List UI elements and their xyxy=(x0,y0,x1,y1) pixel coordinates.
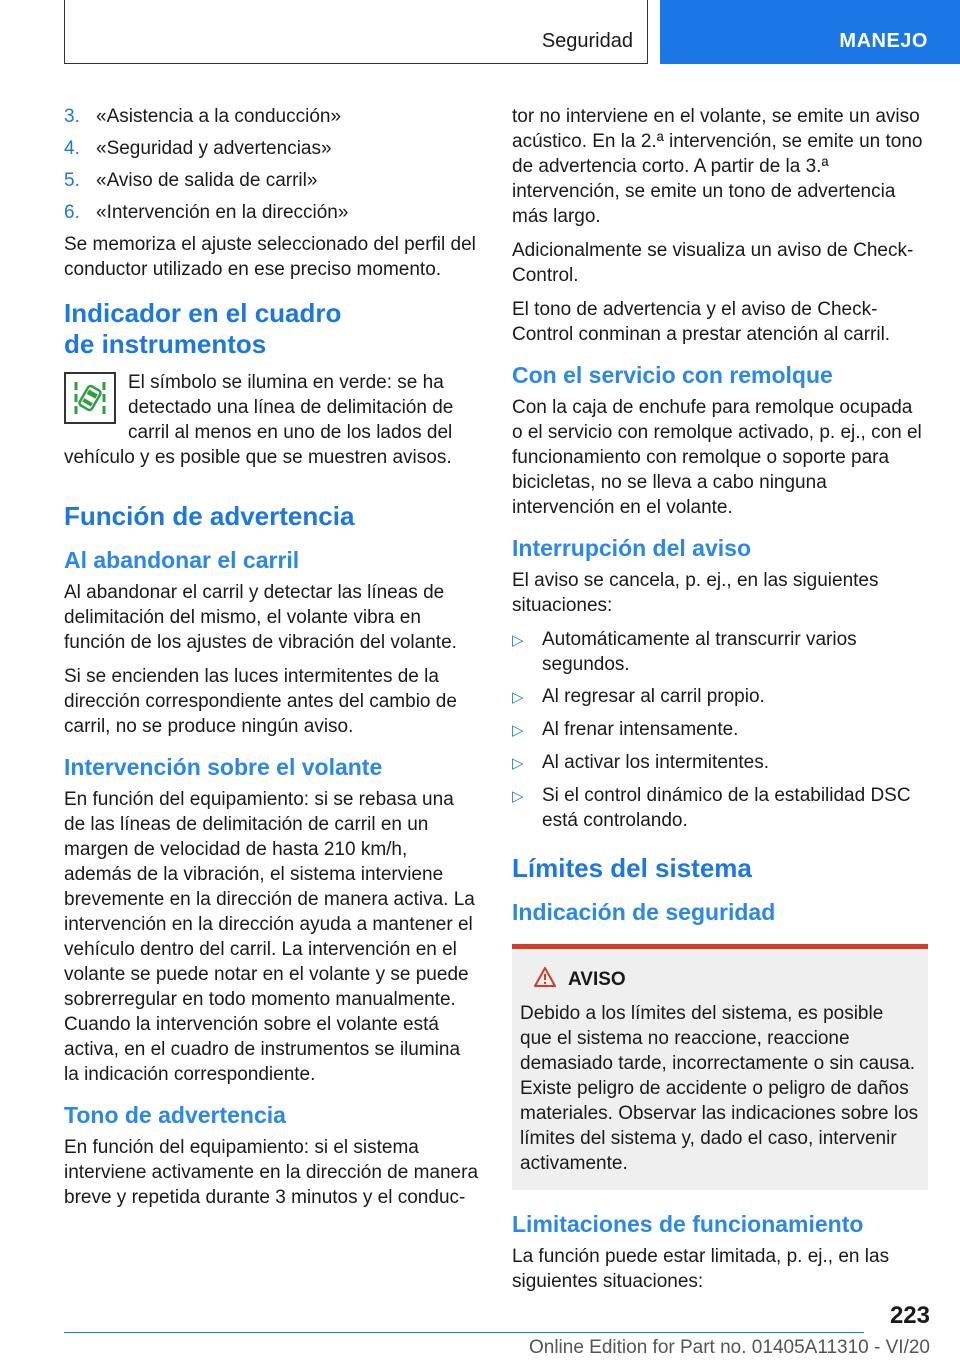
warning-box xyxy=(512,944,928,1190)
paragraph-adicional: Adicionalmente se visualiza un aviso de Check-Control. xyxy=(512,240,914,286)
heading-indicador: Indicador en el cuadro de instrumentos xyxy=(64,298,342,359)
right-column xyxy=(512,104,928,1303)
bullet-text: Si el control dinámico de la estabilidad DSC está controlando. xyxy=(542,785,911,831)
triangle-bullet-icon: ▷ xyxy=(512,722,524,739)
bullet-list xyxy=(512,627,928,833)
list-number: 4. xyxy=(64,138,80,159)
footer-divider xyxy=(64,1332,864,1333)
paragraph-abandonar-1: Al abandonar el carril y detectar las líneas de delimitación del mismo, el volante vibra en función de los ajustes de vibración del volante. xyxy=(64,582,457,653)
warning-text: Debido a los límites del sistema, es posible que el sistema no reaccione, reaccione demasiado tarde, incorrectamente o sin causa. Existe peligro de accidente o peligro de daños materiales. Observar las indicaciones sobre los límites del sistema y, dado el caso, intervenir activamente. xyxy=(520,1003,919,1174)
header-section-title: Seguridad xyxy=(541,30,633,52)
paragraph-intervencion: En función del equipamiento: si se rebasa una de las líneas de delimitación de carril en un margen de velocidad de hasta 210 km/h, además de la vibración, el sistema interviene brevemente en la dirección de manera activa. La intervención en la dirección ayuda a mantener el vehículo dentro del carril. La intervención en el volante se puede notar en el volante y se puede sobrerregular en todo momento manualmente. Cuando la intervención sobre el volante está activa, en el cuadro de instrumentos se ilumina la indicación correspondiente. xyxy=(64,789,475,1085)
list-item xyxy=(64,200,480,225)
paragraph-abandonar-2: Si se encienden las luces intermitentes de la dirección correspondiente antes del cambio de carril, no se produce ningún aviso. xyxy=(64,666,457,737)
warning-title: AVISO xyxy=(568,969,626,990)
paragraph-memoriza: Se memoriza el ajuste seleccionado del perfil del conductor utilizado en ese preciso momento. xyxy=(64,234,476,280)
heading-funcion-advertencia: Función de advertencia xyxy=(64,501,355,531)
paragraph-tono: En función del equipamiento: si el sistema interviene activamente en la dirección de manera breve y repetida durante 3 minutos y el conduc- xyxy=(64,1137,479,1208)
triangle-bullet-icon: ▷ xyxy=(512,788,524,805)
list-item xyxy=(64,168,480,193)
header-chapter-tab[interactable] xyxy=(660,0,960,64)
list-item xyxy=(512,750,928,776)
list-text: «Aviso de salida de carril» xyxy=(96,170,318,191)
heading-remolque: Con el servicio con remolque xyxy=(512,362,833,388)
footer-edition: Online Edition for Part no. 01405A11310 - VI/20 xyxy=(528,1337,930,1358)
paragraph-simbolo: El símbolo se ilumina en verde: se ha detectado una línea de delimitación de carril al menos en uno de los lados del vehículo y es posible que se muestren avisos. xyxy=(64,372,454,468)
triangle-bullet-icon: ▷ xyxy=(512,755,524,772)
bullet-text: Al regresar al carril propio. xyxy=(542,686,765,707)
heading-limitaciones: Limitaciones de funcionamiento xyxy=(512,1211,864,1237)
list-number: 3. xyxy=(64,106,80,127)
header-section-box xyxy=(64,0,648,64)
header-chapter-label: MANEJO xyxy=(839,30,928,52)
heading-abandonar-carril: Al abandonar el carril xyxy=(64,547,300,573)
paragraph-remolque: Con la caja de enchufe para remolque ocupada o el servicio con remolque activado, p. ej., con el funcionamiento con remolque o soporte para bicicletas, no se lleva a cabo ninguna intervención en el volante. xyxy=(512,397,922,518)
heading-limites: Límites del sistema xyxy=(512,853,752,883)
list-number: 5. xyxy=(64,170,80,191)
paragraph-tono-cont: tor no interviene en el volante, se emite un aviso acústico. En la 2.ª intervención, se emite un tono de advertencia corto. A partir de la 3.ª intervención, se emite un tono de advertencia más largo. xyxy=(512,106,923,227)
paragraph-limitaciones: La función puede estar limitada, p. ej., en las siguientes situaciones: xyxy=(512,1246,890,1292)
lane-departure-icon xyxy=(64,372,116,424)
bullet-text: Al activar los intermitentes. xyxy=(542,752,770,773)
bullet-text: Al frenar intensamente. xyxy=(542,719,739,740)
list-item xyxy=(64,104,480,129)
paragraph-interrupcion: El aviso se cancela, p. ej., en las siguientes situaciones: xyxy=(512,570,879,616)
warning-header xyxy=(520,967,920,993)
list-item xyxy=(512,684,928,710)
list-text: «Seguridad y advertencias» xyxy=(96,138,332,159)
list-item xyxy=(64,136,480,161)
list-item xyxy=(512,717,928,743)
heading-intervencion-volante: Intervención sobre el volante xyxy=(64,754,383,780)
page-number: 223 xyxy=(889,1302,930,1329)
list-item xyxy=(512,783,928,833)
heading-tono-advertencia: Tono de advertencia xyxy=(64,1102,286,1128)
bullet-text: Automáticamente al transcurrir varios segundos. xyxy=(542,629,857,675)
warning-triangle-icon xyxy=(534,967,556,993)
symbol-block xyxy=(64,370,480,479)
list-text: «Intervención en la dirección» xyxy=(96,202,349,223)
triangle-bullet-icon: ▷ xyxy=(512,689,524,706)
left-column xyxy=(64,104,480,1219)
paragraph-conminan: El tono de advertencia y el aviso de Check-Control conminan a prestar atención al carril. xyxy=(512,299,891,345)
list-text: «Asistencia a la conducción» xyxy=(96,106,342,127)
list-number: 6. xyxy=(64,202,80,223)
heading-interrupcion: Interrupción del aviso xyxy=(512,535,751,561)
heading-indicacion-seguridad: Indicación de seguridad xyxy=(512,899,776,925)
list-item xyxy=(512,627,928,677)
numbered-list xyxy=(64,104,480,225)
triangle-bullet-icon: ▷ xyxy=(512,632,524,649)
